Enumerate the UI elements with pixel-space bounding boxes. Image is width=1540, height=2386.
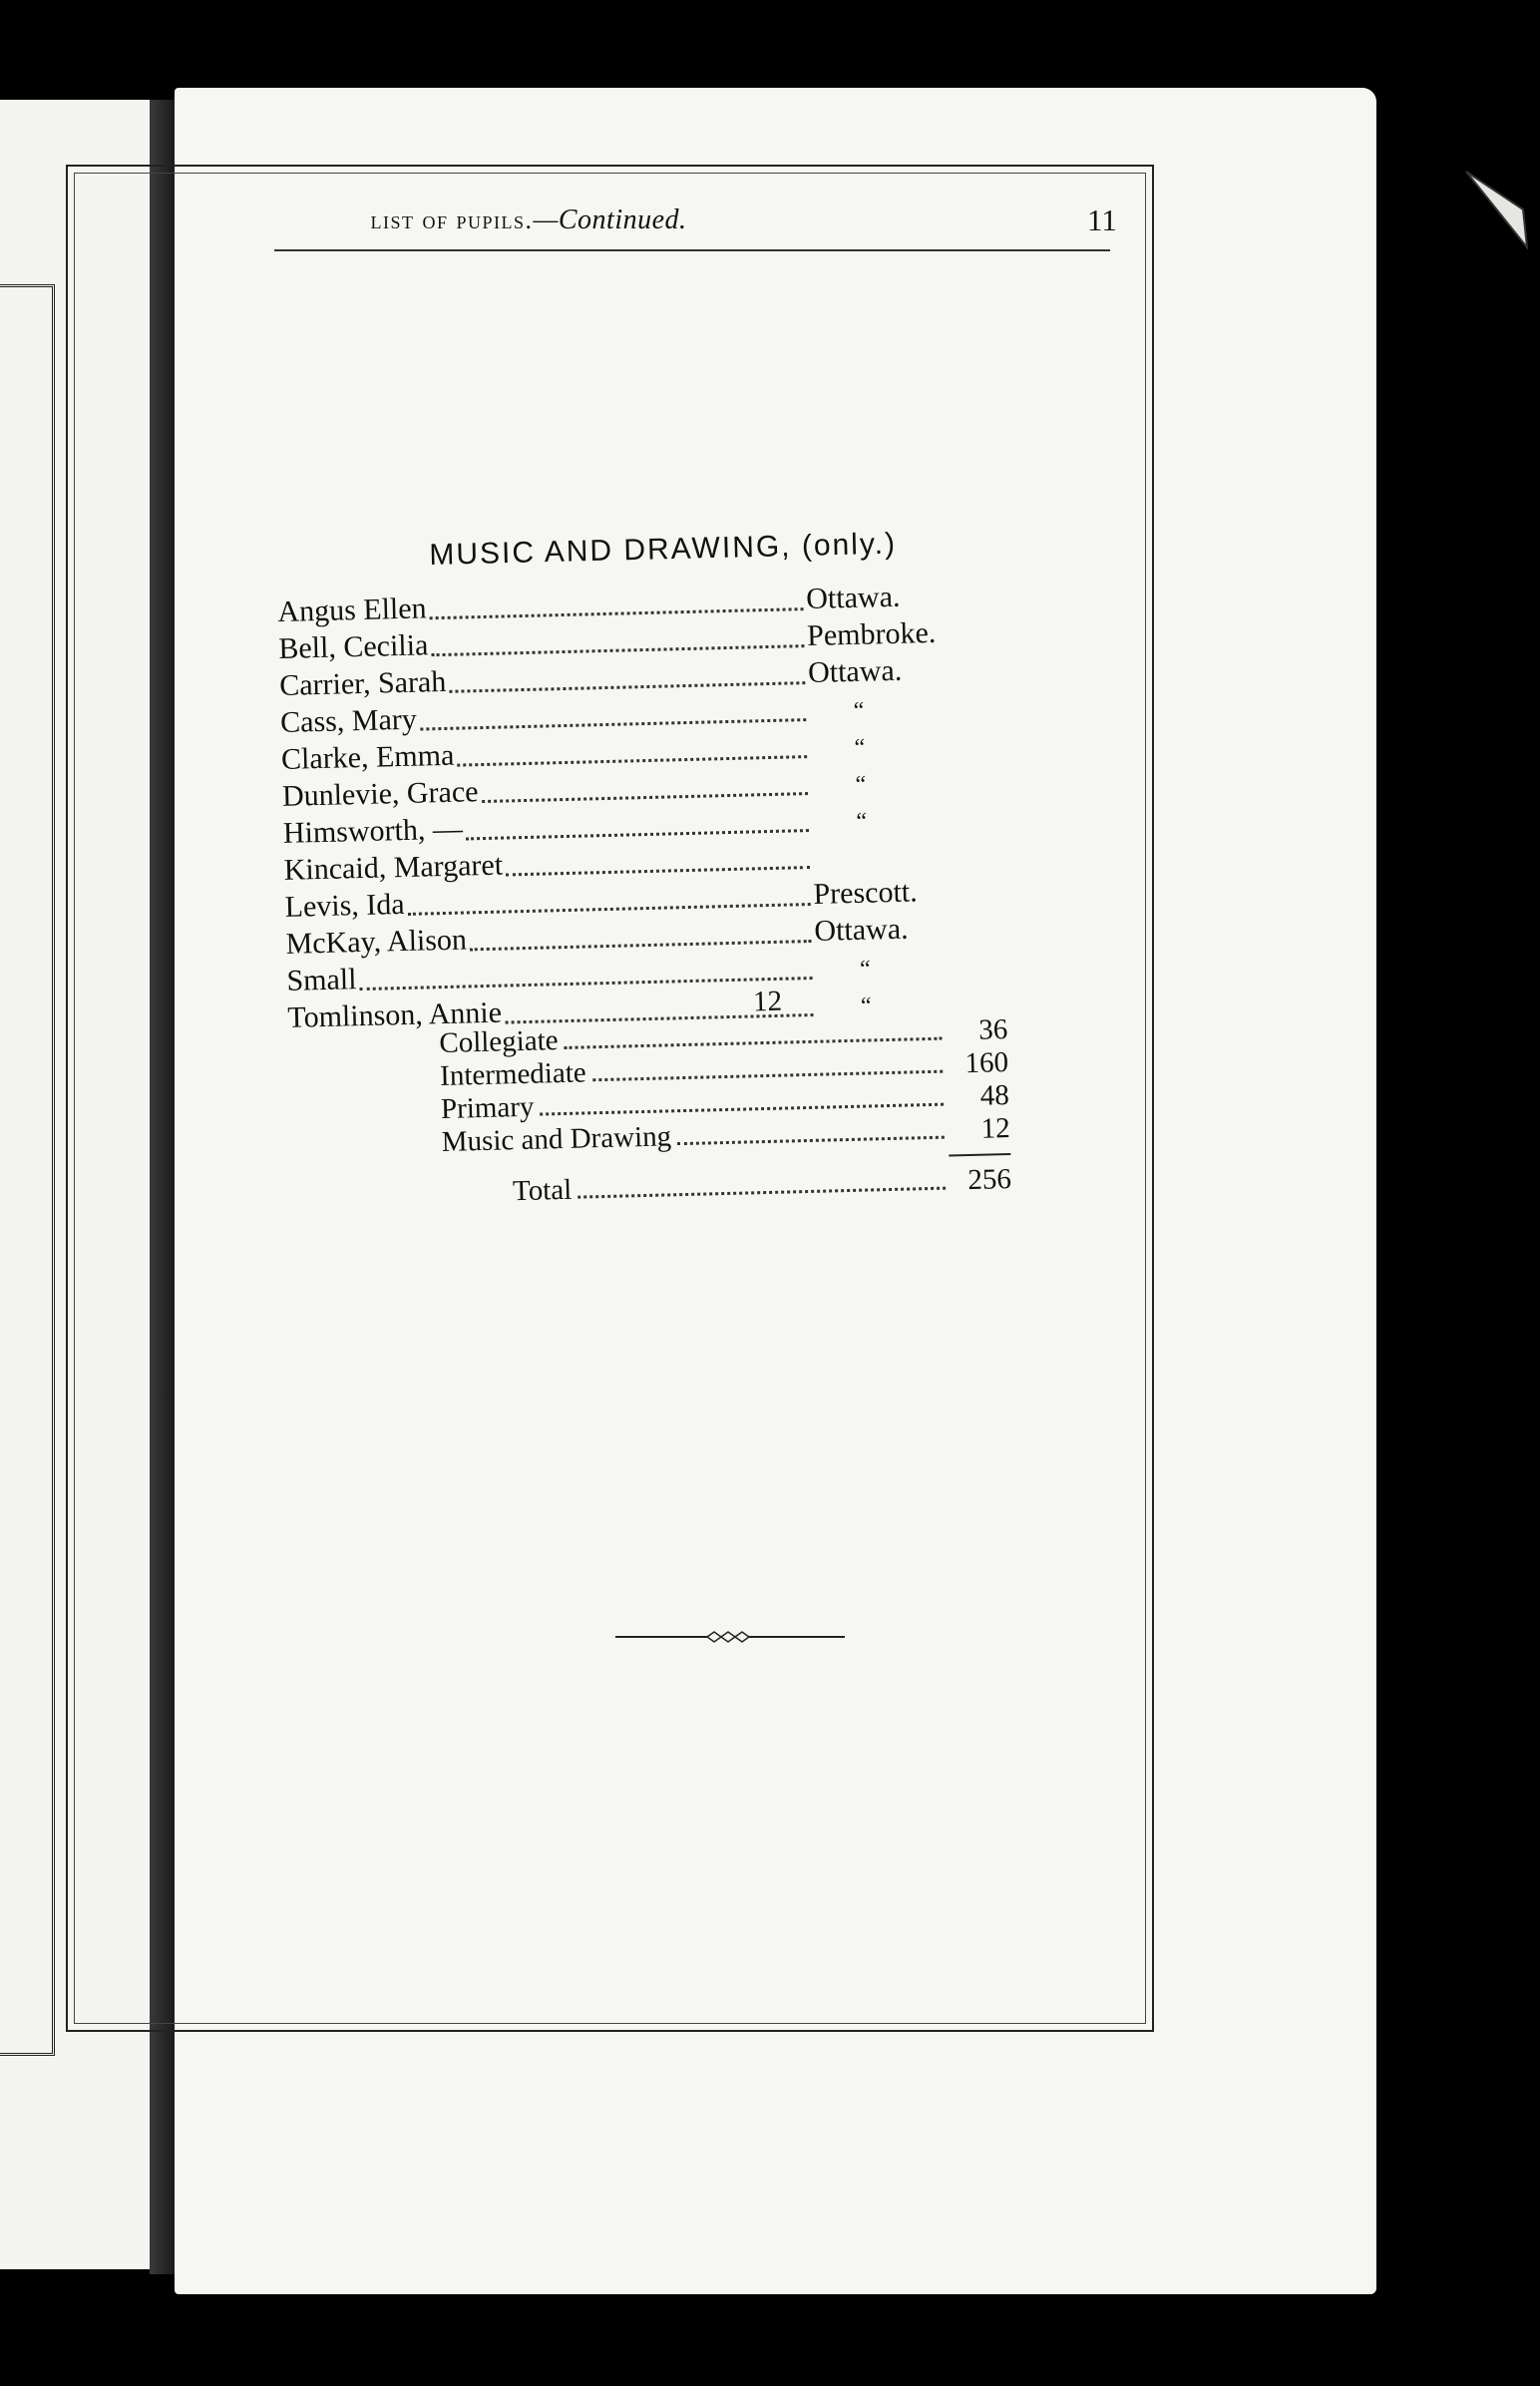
previous-page-frame — [0, 284, 55, 2056]
pupil-name: Himsworth, — — [282, 812, 464, 850]
pupil-place: Ottawa. — [805, 580, 901, 616]
pupil-place: Pembroke. — [806, 615, 937, 653]
leader-dots — [470, 930, 812, 951]
page-number: 11 — [1087, 202, 1117, 237]
sum-rule — [949, 1153, 1010, 1157]
summary-label: Music and Drawing — [441, 1120, 672, 1158]
leader-dots — [578, 1179, 946, 1199]
pupil-name: Levis, Ida — [284, 887, 406, 924]
pupil-name: Angus Ellen — [277, 592, 427, 628]
pupil-place: “ — [860, 993, 872, 1019]
pupil-place: “ — [853, 697, 865, 724]
leader-dots — [359, 967, 812, 991]
summary-label: Primary — [440, 1090, 535, 1125]
leader-dots — [420, 708, 807, 730]
leader-dots — [677, 1128, 945, 1146]
ornament-divider-icon — [615, 1626, 845, 1648]
running-head-continued: —Continued. — [533, 204, 687, 235]
pupil-name: Kincaid, Margaret — [283, 848, 504, 887]
leader-dots — [408, 893, 811, 916]
leader-dots — [466, 819, 809, 840]
header-rule — [274, 249, 1110, 251]
pupil-name: Small — [286, 963, 357, 997]
leader-dots — [481, 782, 808, 803]
section-title: MUSIC AND DRAWING, (only.) — [429, 527, 898, 572]
summary-value: 160 — [964, 1046, 1009, 1080]
pupil-name: Bell, Cecilia — [277, 628, 429, 665]
pupil-place: “ — [856, 808, 868, 835]
leader-dots — [430, 597, 804, 619]
pupil-name: Cass, Mary — [279, 702, 418, 739]
pupil-list — [277, 577, 966, 1035]
pupil-place: Ottawa. — [814, 912, 909, 948]
pupil-place: Prescott. — [813, 875, 919, 911]
pupil-name: Tomlinson, Annie — [286, 995, 503, 1034]
pupil-place — [813, 865, 913, 867]
leader-dots — [506, 856, 810, 876]
pupil-name: McKay, Alison — [285, 923, 468, 961]
enrollment-summary — [439, 1013, 1011, 1210]
pupil-count: 12 — [752, 985, 783, 1018]
pupil-place: “ — [854, 734, 866, 761]
grand-total-label: Total — [512, 1173, 573, 1208]
pupil-place: “ — [859, 956, 872, 983]
pupil-name: Carrier, Sarah — [278, 664, 447, 702]
summary-value: 12 — [980, 1112, 1011, 1145]
leader-dots — [592, 1062, 944, 1082]
summary-value: 48 — [979, 1079, 1010, 1112]
running-head — [319, 204, 738, 236]
leader-dots — [564, 1029, 942, 1049]
leader-dots — [540, 1095, 944, 1116]
grand-total-value: 256 — [967, 1163, 1012, 1197]
summary-value: 36 — [977, 1013, 1008, 1046]
pupil-place: “ — [855, 771, 867, 798]
folded-corner-icon — [1461, 170, 1531, 249]
leader-dots — [431, 634, 804, 656]
pupil-name: Clarke, Emma — [280, 738, 455, 776]
leader-dots — [457, 745, 807, 767]
pupil-place: Ottawa. — [807, 653, 903, 690]
running-head-title: list of pupils. — [370, 205, 534, 234]
summary-label: Intermediate — [439, 1056, 587, 1092]
leader-dots — [449, 671, 805, 693]
summary-label: Collegiate — [439, 1024, 559, 1059]
pupil-name: Dunlevie, Grace — [281, 775, 479, 813]
